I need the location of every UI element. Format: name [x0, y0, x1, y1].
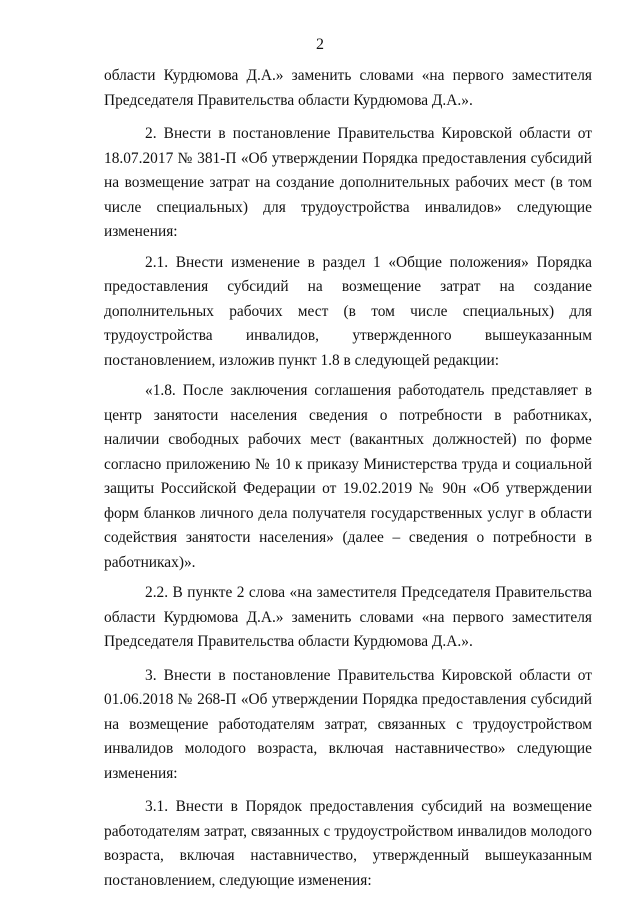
paragraph-item-1-8-quote: «1.8. После заключения соглашения работодатель представляет в центр занятости населения сведения о потребности в работниках, наличии свободных рабочих мест (вакантных должностей) по форме согласно приложению № 10 к приказу Министерства труда и социальной защиты Российской Федерации от 19.02.2019 № 90н «Об утверждении форм бланков личного дела получателя государственных услуг в области содействия занятости населения» (далее – сведения о потребности в работниках)».: [104, 382, 592, 571]
paragraph-item-2-1: 2.1. Внести изменение в раздел 1 «Общие положения» Порядка предоставления субсидий на возмещение затрат на создание дополнительных рабочих мест (в том числе специальных) для трудоустройства инвалидов, утвержденного вышеуказанным постановлением, изложив пункт 1.8 в следующей редакции:: [104, 253, 592, 369]
page-number: 2: [316, 36, 324, 53]
paragraph-continuation: области Курдюмова Д.А.» заменить словами «на первого заместителя Председателя Правительства области Курдюмова Д.А.».: [104, 67, 592, 109]
paragraph-item-2-2: 2.2. В пункте 2 слова «на заместителя Председателя Правительства области Курдюмова Д.А.» заменить словами «на первого заместителя Председателя Правительства области Курдюмова Д.А.».: [104, 584, 592, 650]
paragraph-item-3: 3. Внести в постановление Правительства Кировской области от 01.06.2018 № 268-П «Об утверждении Порядка предоставления субсидий на возмещение работодателям затрат, связанных с трудоустройством инвалидов молодого возраста, включая наставничество» следующие изменения:: [104, 666, 592, 782]
paragraph-item-2: 2. Внести в постановление Правительства Кировской области от 18.07.2017 № 381-П «Об утверждении Порядка предоставления субсидий на возмещение затрат на создание дополнительных рабочих мест (в том числе специальных) для трудоустройства инвалидов» следующие изменения:: [104, 125, 592, 240]
paragraph-item-3-1: 3.1. Внести в Порядок предоставления субсидий на возмещение работодателям затрат, связанных с трудоустройством инвалидов молодого возраста, включая наставничество, утвержденный вышеуказанным постановлением, следующие изменения:: [104, 798, 592, 889]
document-body: [104, 64, 592, 893]
